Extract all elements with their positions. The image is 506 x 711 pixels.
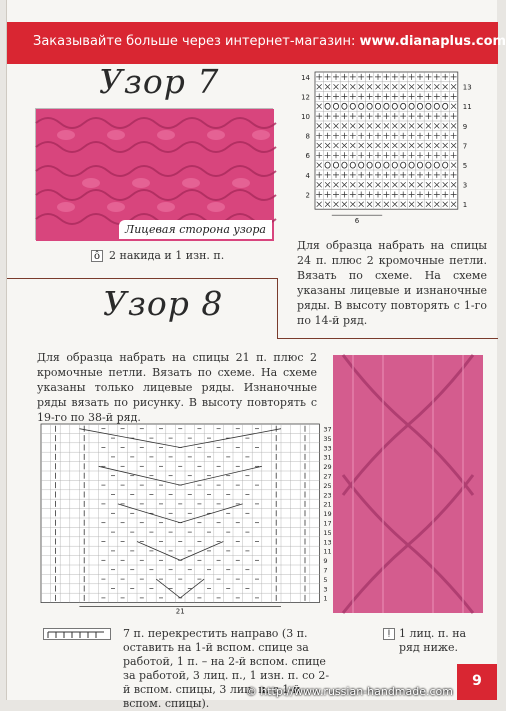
row-number-right: 7 xyxy=(463,142,467,150)
promo-text: Заказывайте больше через интернет-магазин: www.dianaplus.com xyxy=(33,34,506,49)
row-number: 31 xyxy=(323,454,331,462)
row-number: 29 xyxy=(323,463,331,471)
row-number-left: 12 xyxy=(301,93,310,101)
row-number: 23 xyxy=(323,491,331,499)
row-number: 13 xyxy=(323,538,331,546)
promo-banner[interactable] xyxy=(7,22,498,64)
divider-line xyxy=(277,278,278,338)
row-number-right: 13 xyxy=(463,84,472,92)
row-number: 21 xyxy=(323,501,331,509)
knit-below-symbol-icon: ǃ xyxy=(383,628,395,640)
pattern8-description: Для образца набрать на спицы 21 п. плюс 2 кромочные петли. Вязать по схеме. На схеме указаны только лицевые ряды. Изнаночные ряды вязать по рисунку. В высоту повторять с 19-го по 38-й ряд. xyxy=(37,350,317,425)
row-number: 25 xyxy=(323,482,331,490)
row-number-right: 11 xyxy=(463,103,472,111)
chart-frame xyxy=(41,424,319,603)
row-number: 7 xyxy=(323,567,327,575)
pattern8-legend1-text: 7 п. перекрестить направо (3 п. оставить на 1-й вспом. спице за работой, 1 п. – на 2-й вспом. спице за работой, 3 лиц. п., 1 изн. п. со 2-й вспом. спицы, 3 лиц. п. с 1-й вспом. спицы). xyxy=(123,627,333,711)
row-number: 9 xyxy=(323,557,327,565)
pattern7-photo-caption: Лицевая сторона узора xyxy=(119,220,272,239)
magazine-page xyxy=(6,0,497,700)
page-number: 9 xyxy=(457,664,497,700)
pattern7-legend-text: 2 накида и 1 изн. п. xyxy=(109,249,224,263)
row-number: 15 xyxy=(323,529,331,537)
row-number-right: 3 xyxy=(463,182,467,190)
row-number: 5 xyxy=(323,576,327,584)
pattern7-description: Для образца набрать на спицы 24 п. плюс 2 кромочные петли. Вязать по схеме. На схеме указаны лицевые и изнаночные ряды. В высоту повторять с 1-го по 14-й ряд. xyxy=(297,238,487,328)
row-number: 11 xyxy=(323,548,331,556)
repeat-label: 21 xyxy=(176,608,185,616)
pattern7-title: Узор 7 xyxy=(99,62,219,101)
row-number-left: 2 xyxy=(306,191,310,199)
row-number: 37 xyxy=(323,426,331,434)
row-number-left: 8 xyxy=(306,133,310,141)
row-number-right: 1 xyxy=(463,201,467,209)
repeat-label: 6 xyxy=(355,217,360,225)
pattern7-chart xyxy=(293,66,483,231)
row-number-left: 6 xyxy=(306,152,311,160)
promo-site-link: www.dianaplus.com xyxy=(360,34,506,49)
pattern7-photo xyxy=(35,108,273,240)
pattern8-title: Узор 8 xyxy=(103,284,223,323)
row-number: 17 xyxy=(323,520,331,528)
row-number: 3 xyxy=(323,585,327,593)
row-number-right: 5 xyxy=(463,162,467,170)
pattern8-legend2-text: 1 лиц. п. на ряд ниже. xyxy=(399,627,481,655)
watermark: © http://www.russian-handmade.com xyxy=(246,685,453,698)
cross-7-stitches-symbol-icon xyxy=(43,628,111,640)
row-number-left: 14 xyxy=(301,74,310,82)
row-number: 27 xyxy=(323,473,331,481)
row-number: 33 xyxy=(323,444,331,452)
row-number: 35 xyxy=(323,435,331,443)
divider-line xyxy=(7,278,277,279)
row-number: 1 xyxy=(323,595,327,603)
double-yarnover-symbol-icon: ô xyxy=(91,250,103,262)
row-number-left: 10 xyxy=(301,113,310,121)
row-number-right: 9 xyxy=(463,123,467,131)
divider-line xyxy=(277,338,498,339)
pattern8-photo xyxy=(333,355,483,613)
row-number-left: 4 xyxy=(306,172,311,180)
pattern8-chart xyxy=(35,420,335,616)
row-number: 19 xyxy=(323,510,331,518)
